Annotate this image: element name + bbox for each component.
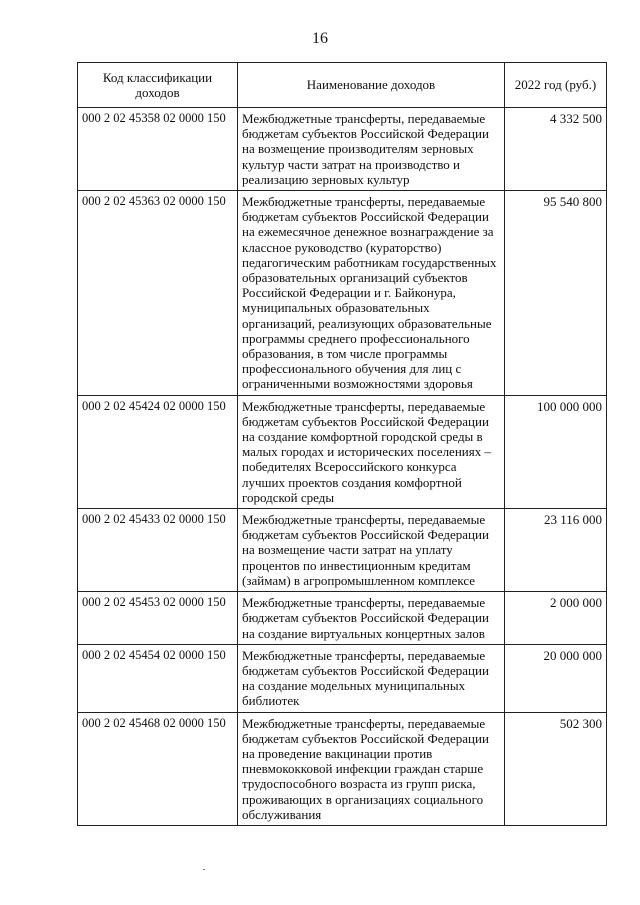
row-amount: 100 000 000 [505, 395, 607, 508]
row-amount: 4 332 500 [505, 108, 607, 191]
row-name: Межбюджетные трансферты, передаваемые бюджетам субъектов Российской Федерации на проведение вакцинации против пневмококковой инфекции граждан старше трудоспособного возраста из групп риска, проживающих в организациях социального обслуживания [238, 712, 505, 825]
table-row [78, 644, 607, 712]
table-row [78, 509, 607, 592]
header-amount: 2022 год (руб.) [505, 63, 607, 108]
row-code: 000 2 02 45363 02 0000 150 [78, 191, 238, 396]
table-header-row [78, 63, 607, 108]
row-code: 000 2 02 45454 02 0000 150 [78, 644, 238, 712]
row-code: 000 2 02 45453 02 0000 150 [78, 592, 238, 645]
table-row [78, 592, 607, 645]
row-name: Межбюджетные трансферты, передаваемые бюджетам субъектов Российской Федерации на создание комфортной городской среды в малых городах и исторических поселениях – победителях Всероссийского конкурса лучших проектов создания комфортной городской среды [238, 395, 505, 508]
row-code: 000 2 02 45424 02 0000 150 [78, 395, 238, 508]
revenue-table [77, 62, 607, 826]
row-amount: 20 000 000 [505, 644, 607, 712]
table-row [78, 712, 607, 825]
table-row [78, 108, 607, 191]
row-amount: 23 116 000 [505, 509, 607, 592]
row-amount: 502 300 [505, 712, 607, 825]
row-amount: 95 540 800 [505, 191, 607, 396]
row-name: Межбюджетные трансферты, передаваемые бюджетам субъектов Российской Федерации на ежемесячное денежное вознаграждение за классное руководство (кураторство) педагогическим работникам государственных образовательных организаций субъектов Российской Федерации и г. Байконура, муниципальных образовательных организаций, реализующих образовательные программы среднего профессионального образования, в том числе программы профессионального обучения для лиц с ограниченными возможностями здоровья [238, 191, 505, 396]
table-row [78, 395, 607, 508]
header-name: Наименование доходов [238, 63, 505, 108]
header-code: Код классификации доходов [78, 63, 238, 108]
row-code: 000 2 02 45358 02 0000 150 [78, 108, 238, 191]
row-name: Межбюджетные трансферты, передаваемые бюджетам субъектов Российской Федерации на создание виртуальных концертных залов [238, 592, 505, 645]
table-row [78, 191, 607, 396]
row-code: 000 2 02 45468 02 0000 150 [78, 712, 238, 825]
row-name: Межбюджетные трансферты, передаваемые бюджетам субъектов Российской Федерации на создание модельных муниципальных библиотек [238, 644, 505, 712]
row-name: Межбюджетные трансферты, передаваемые бюджетам субъектов Российской Федерации на возмещение производителям зерновых культур части затрат на производство и реализацию зерновых культур [238, 108, 505, 191]
row-code: 000 2 02 45433 02 0000 150 [78, 509, 238, 592]
page-number: 16 [312, 30, 328, 47]
row-amount: 2 000 000 [505, 592, 607, 645]
scan-speck [203, 869, 205, 870]
row-name: Межбюджетные трансферты, передаваемые бюджетам субъектов Российской Федерации на возмещение части затрат на уплату процентов по инвестиционным кредитам (займам) в агропромышленном комплексе [238, 509, 505, 592]
